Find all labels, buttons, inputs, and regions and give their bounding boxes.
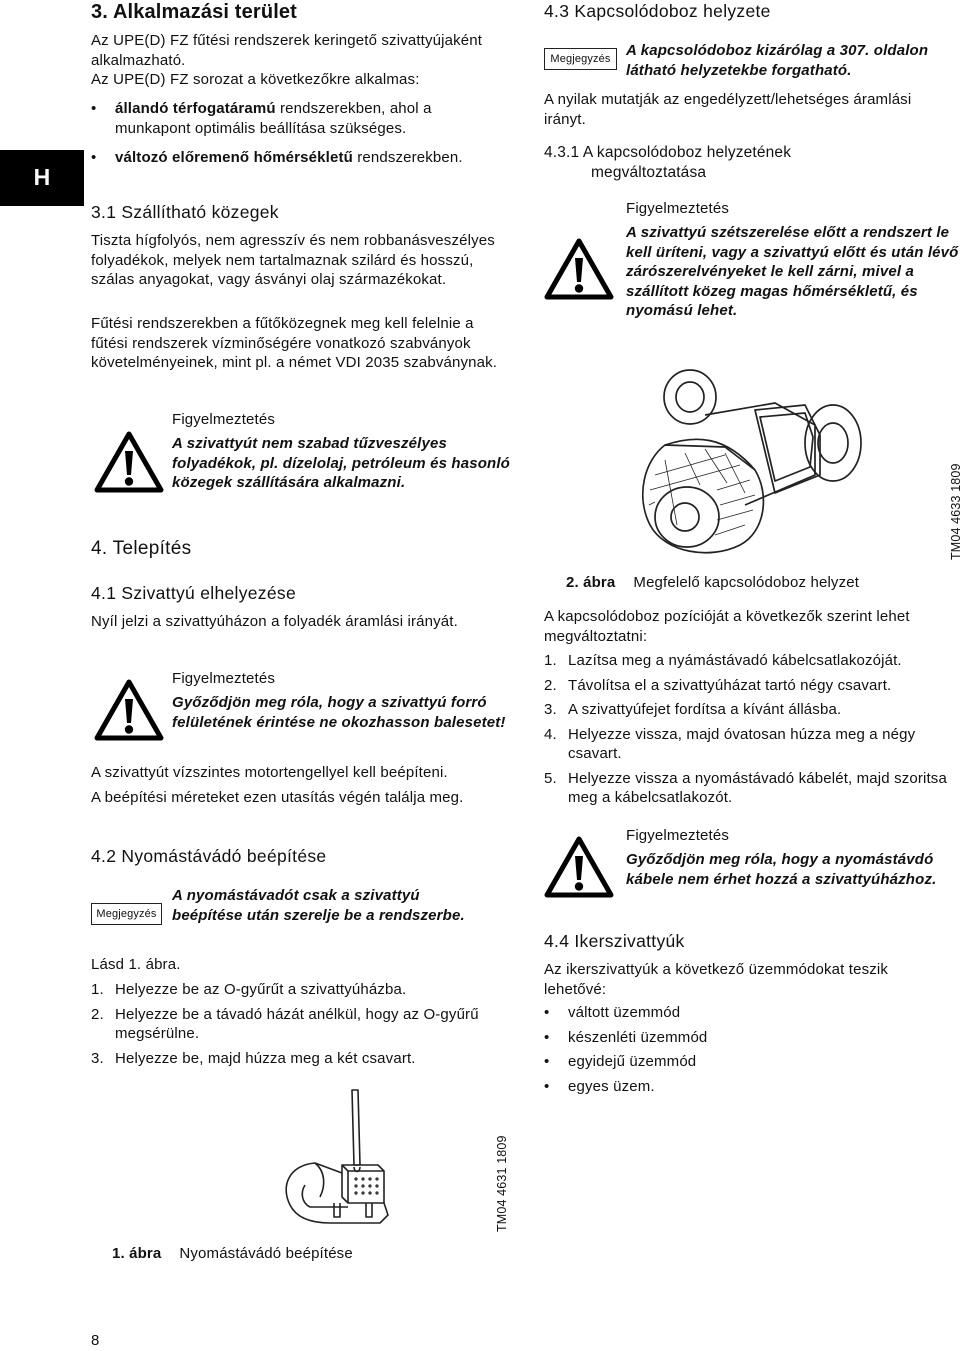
section-4-4-paragraph-1: Az ikerszivattyúk a következő üzemmódokat teszik lehetővé: [544,961,888,998]
section-3-title: 3. Alkalmazási terület [91,1,297,23]
section-3-bullets [91,99,511,168]
pressure-sensor-figure [270,1085,420,1230]
section-4-2-steps [91,980,511,1073]
section-4-3-paragraph-1: A nyilak mutatják az engedélyzett/lehetséges áramlási irányt. [544,91,912,128]
section-4-1-paragraph-3: A beépítési méreteket ezen utasítás végén találja meg. [91,789,464,806]
warning-icon [94,679,164,741]
list-item: 3. Helyezze be, majd húzza meg a két csavart. [91,1049,416,1067]
language-tab: H [0,150,84,206]
warning-4-text: Győződjön meg róla, hogy a nyomástávdó kábele nem érhet hozzá a szivattyúházhoz. [626,851,937,888]
section-3-1-paragraph-2: Fűtési rendszerekben a fűtőközegnek meg kell felelnie a fűtési rendszerek vízminőségére vonatkozó szabványok követelményeinek, mint pl. a német VDI 2035 szabványnak. [91,315,498,371]
pump-figure [605,365,875,560]
list-item: 5. Helyezze vissza a nyomástávadó kábelét, majd szoritsa meg a kábelcsatlakozót. [544,769,947,806]
list-item: 4. Helyezze vissza, majd óvatosan húzza meg a négy csavart. [544,725,916,762]
note-1-label: Megjegyzés [91,903,162,925]
warning-icon [544,238,614,300]
section-4-2-title: 4.2 Nyomástávádó beépítése [91,846,327,866]
warning-1-label: Figyelmeztetés [172,411,275,428]
section-4-1-paragraph-2: A szivattyút vízszintes motortengellyel kell beépíteni. [91,764,448,781]
section-4-3-title: 4.3 Kapcsolódoboz helyzete [544,1,771,21]
warning-2-label: Figyelmeztetés [172,670,275,687]
list-item: 2. Távolítsa el a szivattyúházat tartó négy csavart. [544,676,892,694]
section-3-1-title: 3.1 Szállítható közegek [91,202,279,222]
section-4-1-title: 4.1 Szivattyú elhelyezése [91,583,296,603]
figure-2-code: TM04 4633 1809 [949,463,963,560]
page-number: 8 [91,1332,100,1349]
list-item: 1. Lazítsa meg a nyámástávadó kábelcsatlakozóját. [544,652,902,669]
note-1-text: A nyomástávadót csak a szivattyú beépítése után szerelje be a rendszerbe. [172,887,465,924]
warning-2-text: Győződjön meg róla, hogy a szivattyú forró felületének érintése ne okozhasson balesetet! [172,694,506,731]
list-item: 3. A szivattyúfejet fordítsa a kívánt állásba. [544,701,842,718]
list-item: 1. Helyezze be az O-gyűrűt a szivattyúházba. [91,981,407,998]
section-3-paragraph-2: Az UPE(D) FZ sorozat a következőkre alkalmas: [91,71,420,88]
figure-1-caption: 1. ábra Nyomástávádó beépítése [112,1245,353,1262]
list-item: 2. Helyezze be a távadó házát anélkül, hogy az O-gyűrű megsérülne. [91,1005,479,1042]
section-4-title: 4. Telepítés [91,538,192,559]
warning-icon [544,836,614,898]
warning-4-label: Figyelmeztetés [626,827,729,844]
list-item: • készenléti üzemmód [544,1028,944,1048]
section-3-1-paragraph-1: Tiszta hígfolyós, nem agresszív és nem robbanásveszélyes folyadékok, melyek nem tartalmaznak szilárd és hosszú, szálas anyagokat, vagy ásványi olaj származékokat. [91,232,495,288]
list-item: • állandó térfogatáramú rendszerekben, ahol a munkapont optimális beállítása szükséges. [91,99,511,138]
section-4-3-1-title: 4.3.1 A kapcsolódoboz helyzetének megváltoztatása [544,144,792,181]
list-item: • egyes üzem. [544,1077,944,1097]
section-4-2-paragraph-1: Lásd 1. ábra. [91,956,181,973]
warning-3-label: Figyelmeztetés [626,200,729,217]
section-3-paragraph-1: Az UPE(D) FZ fűtési rendszerek keringető szivattyújaként alkalmazható. [91,32,483,69]
section-4-4-bullets [544,1003,944,1096]
section-4-4-title: 4.4 Ikerszivattyúk [544,931,685,951]
note-2-label: Megjegyzés [544,48,617,70]
figure-1-code: TM04 4631 1809 [495,1135,509,1232]
warning-icon [94,431,164,493]
section-4-3-1-steps [544,651,960,813]
warning-3-text: A szivattyú szétszerelése előtt a rendszert le kell üríteni, vagy a szivattyú előtt és után lévő zárószerelvényeket le kell zárni, mivel a szállított közeg magas hőmérsékletű, és nyomású lehet. [626,224,959,319]
note-2-text: A kapcsolódoboz kizárólag a 307. oldalon látható helyzetekbe forgatható. [626,42,929,79]
section-4-1-paragraph-1: Nyíl jelzi a szivattyúházon a folyadék áramlási irányát. [91,613,458,630]
figure-2-caption: 2. ábra Megfelelő kapcsolódoboz helyzet [566,574,860,591]
warning-1-text: A szivattyút nem szabad tűzveszélyes folyadékok, pl. dízelolaj, petróleum és hasonló közegek szállítására alkalmazni. [172,435,510,491]
section-4-3-1-paragraph-1: A kapcsolódoboz pozícióját a következők szerint lehet megváltoztatni: [544,608,910,645]
list-item: • egyidejű üzemmód [544,1052,944,1072]
list-item: • változó előremenő hőmérsékletű rendszerekben. [91,148,511,168]
list-item: • váltott üzemmód [544,1003,944,1023]
